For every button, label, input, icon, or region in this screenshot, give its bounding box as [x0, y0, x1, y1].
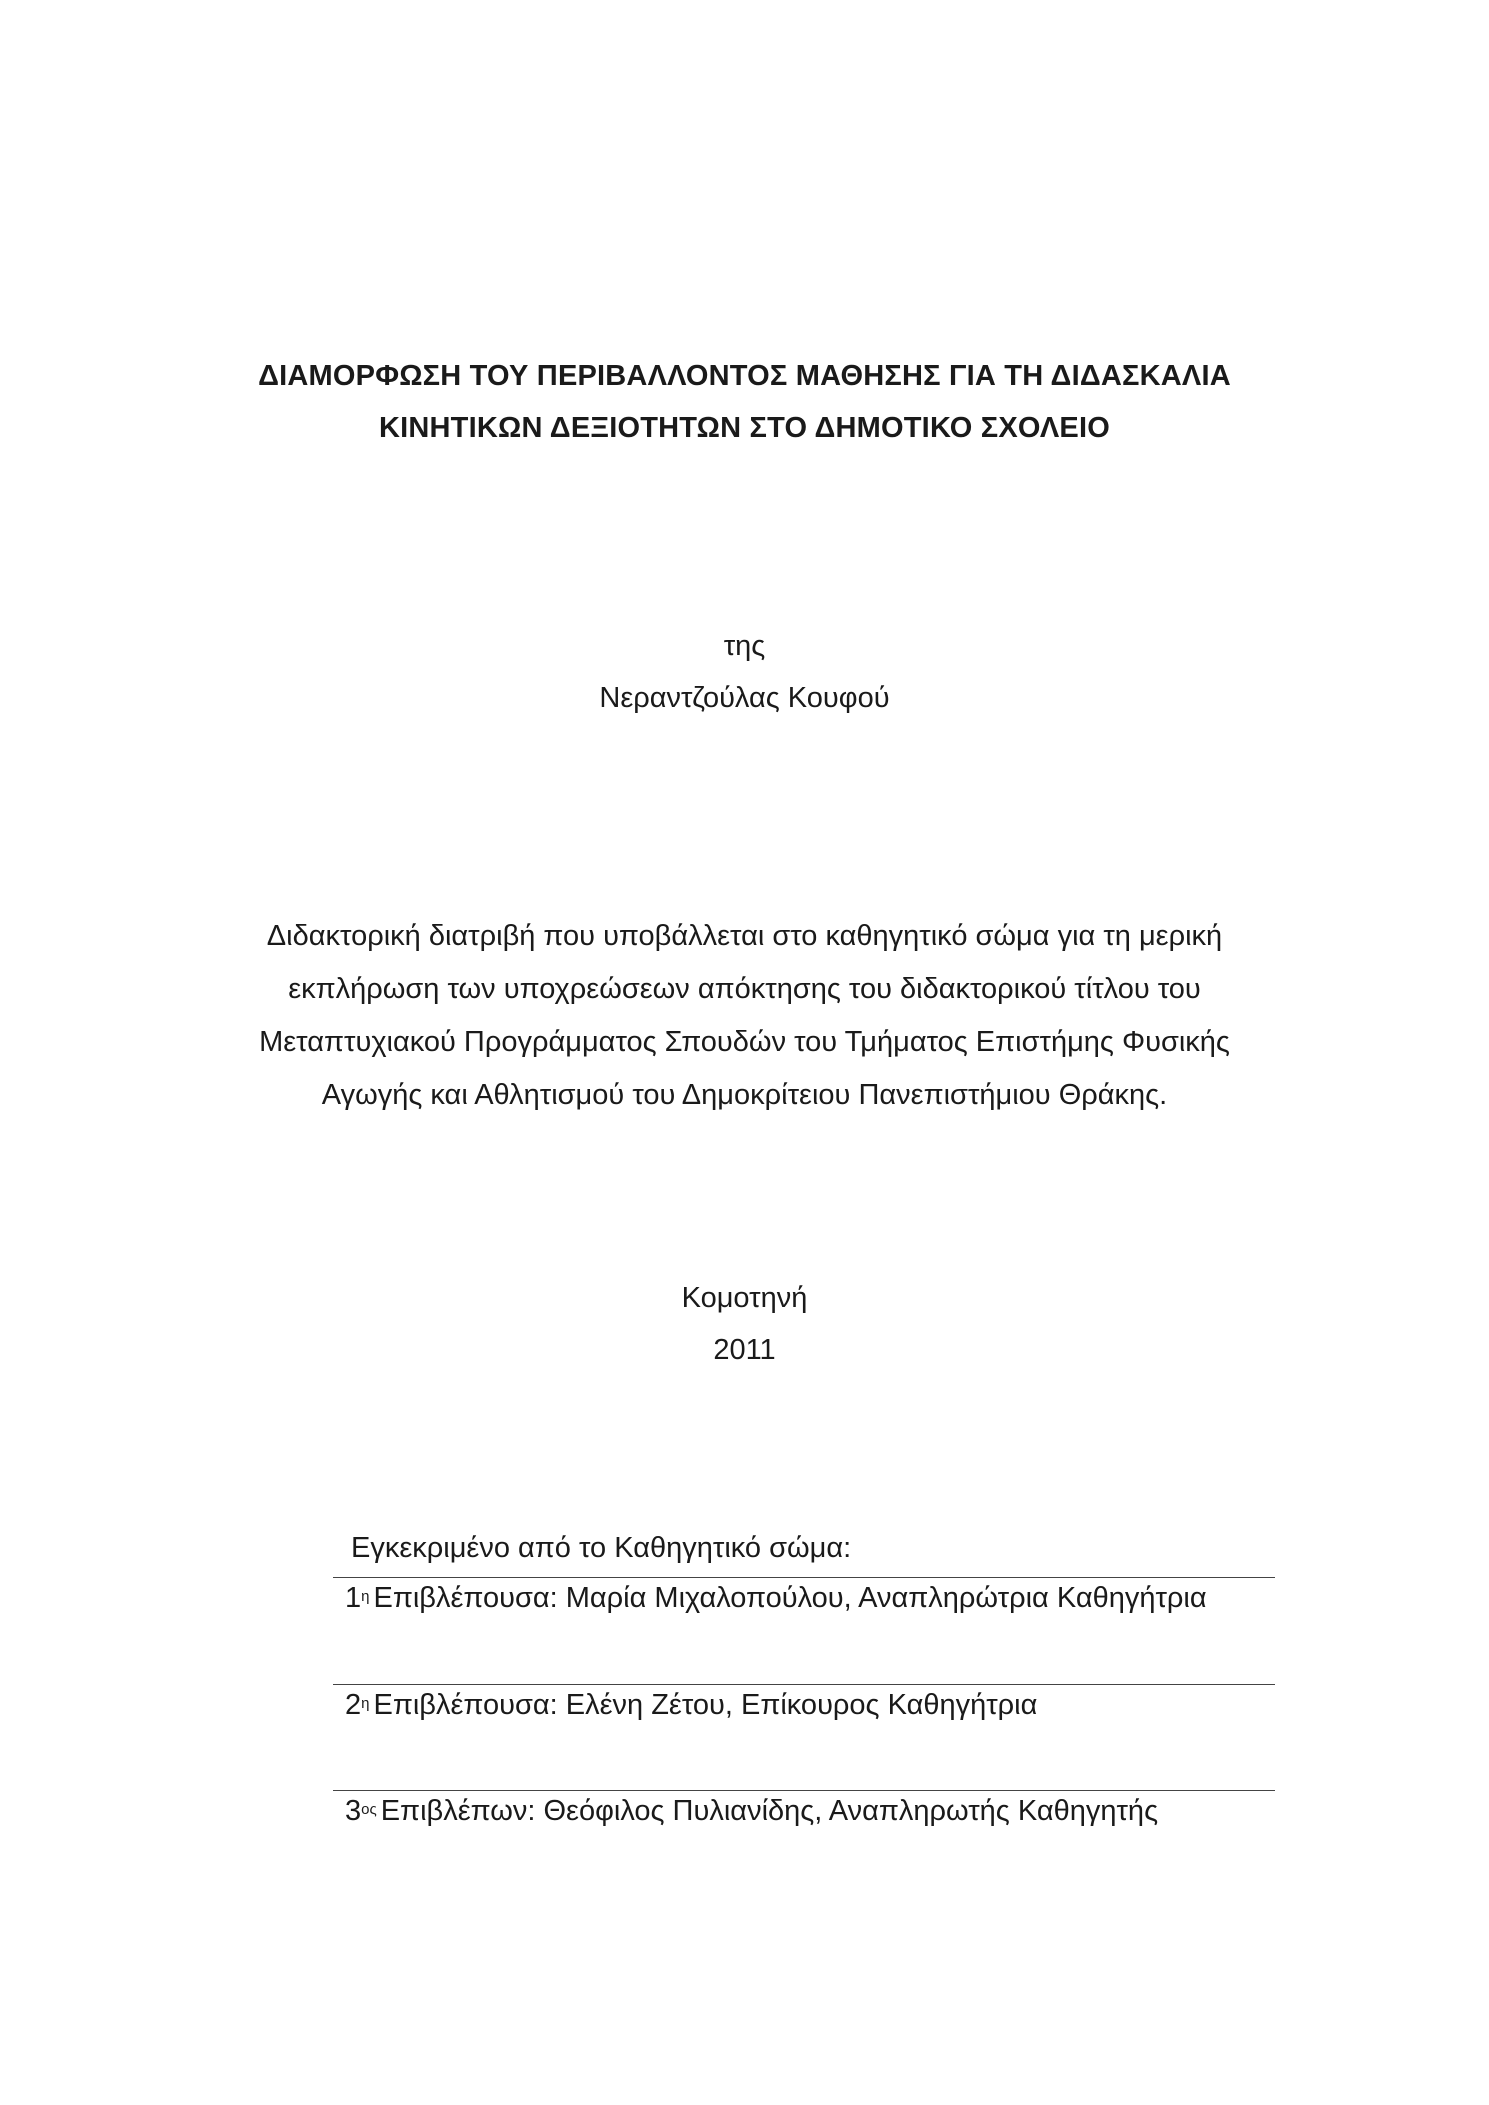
supervisor-3-ordinal: ος [361, 1801, 377, 1818]
supervisor-3-text: Επιβλέπων: Θεόφιλος Πυλιανίδης, Αναπληρωτής Καθηγητής [380, 1795, 1159, 1827]
supervisor-1 [345, 1578, 1207, 1623]
year: 2011 [713, 1334, 776, 1366]
author-name: Νεραντζούλας Κουφού [599, 682, 890, 714]
supervisor-2-number: 2 [345, 1689, 362, 1721]
thesis-title-line-1: ΔΙΑΜΟΡΦΩΣΗ ΤΟΥ ΠΕΡΙΒΑΛΛΟΝΤΟΣ ΜΑΘΗΣΗΣ ΓΙΑ ΤΗ ΔΙΔΑΣΚΑΛΙΑ [258, 360, 1231, 392]
thesis-title [0, 350, 1489, 454]
supervisor-2-ordinal: η [361, 1695, 370, 1712]
supervisor-3 [345, 1791, 1158, 1836]
supervisor-2-text: Επιβλέπουσα: Ελένη Ζέτου, Επίκουρος Καθηγήτρια [373, 1689, 1038, 1721]
city: Κομοτηνή [681, 1282, 808, 1314]
author-prefix: της [723, 630, 766, 662]
thesis-purpose-statement [0, 910, 1489, 1122]
place-and-year [0, 1272, 1489, 1376]
author-block [0, 620, 1489, 724]
supervisor-1-ordinal: η [361, 1588, 370, 1605]
purpose-line-4: Αγωγής και Αθλητισμού του Δημοκρίτειου Πανεπιστήμιου Θράκης. [321, 1079, 1168, 1111]
approval-heading: Εγκεκριμένο από το Καθηγητικό σώμα: [351, 1532, 852, 1564]
thesis-title-line-2: ΚΙΝΗΤΙΚΩΝ ΔΕΞΙΟΤΗΤΩΝ ΣΤΟ ΔΗΜΟΤΙΚΟ ΣΧΟΛΕΙΟ [379, 412, 1110, 444]
purpose-line-3: Μεταπτυχιακού Προγράμματος Σπουδών του Τμήματος Επιστήμης Φυσικής [259, 1026, 1230, 1058]
purpose-line-1: Διδακτορική διατριβή που υποβάλλεται στο καθηγητικό σώμα για τη μερική [266, 920, 1223, 952]
supervisor-1-text: Επιβλέπουσα: Μαρία Μιχαλοπούλου, Αναπληρώτρια Καθηγήτρια [373, 1582, 1207, 1614]
purpose-line-2: εκπλήρωση των υποχρεώσεων απόκτησης του διδακτορικού τίτλου του [288, 973, 1201, 1005]
supervisor-3-number: 3 [345, 1795, 362, 1827]
supervisor-2 [345, 1685, 1037, 1730]
supervisor-1-number: 1 [345, 1582, 362, 1614]
